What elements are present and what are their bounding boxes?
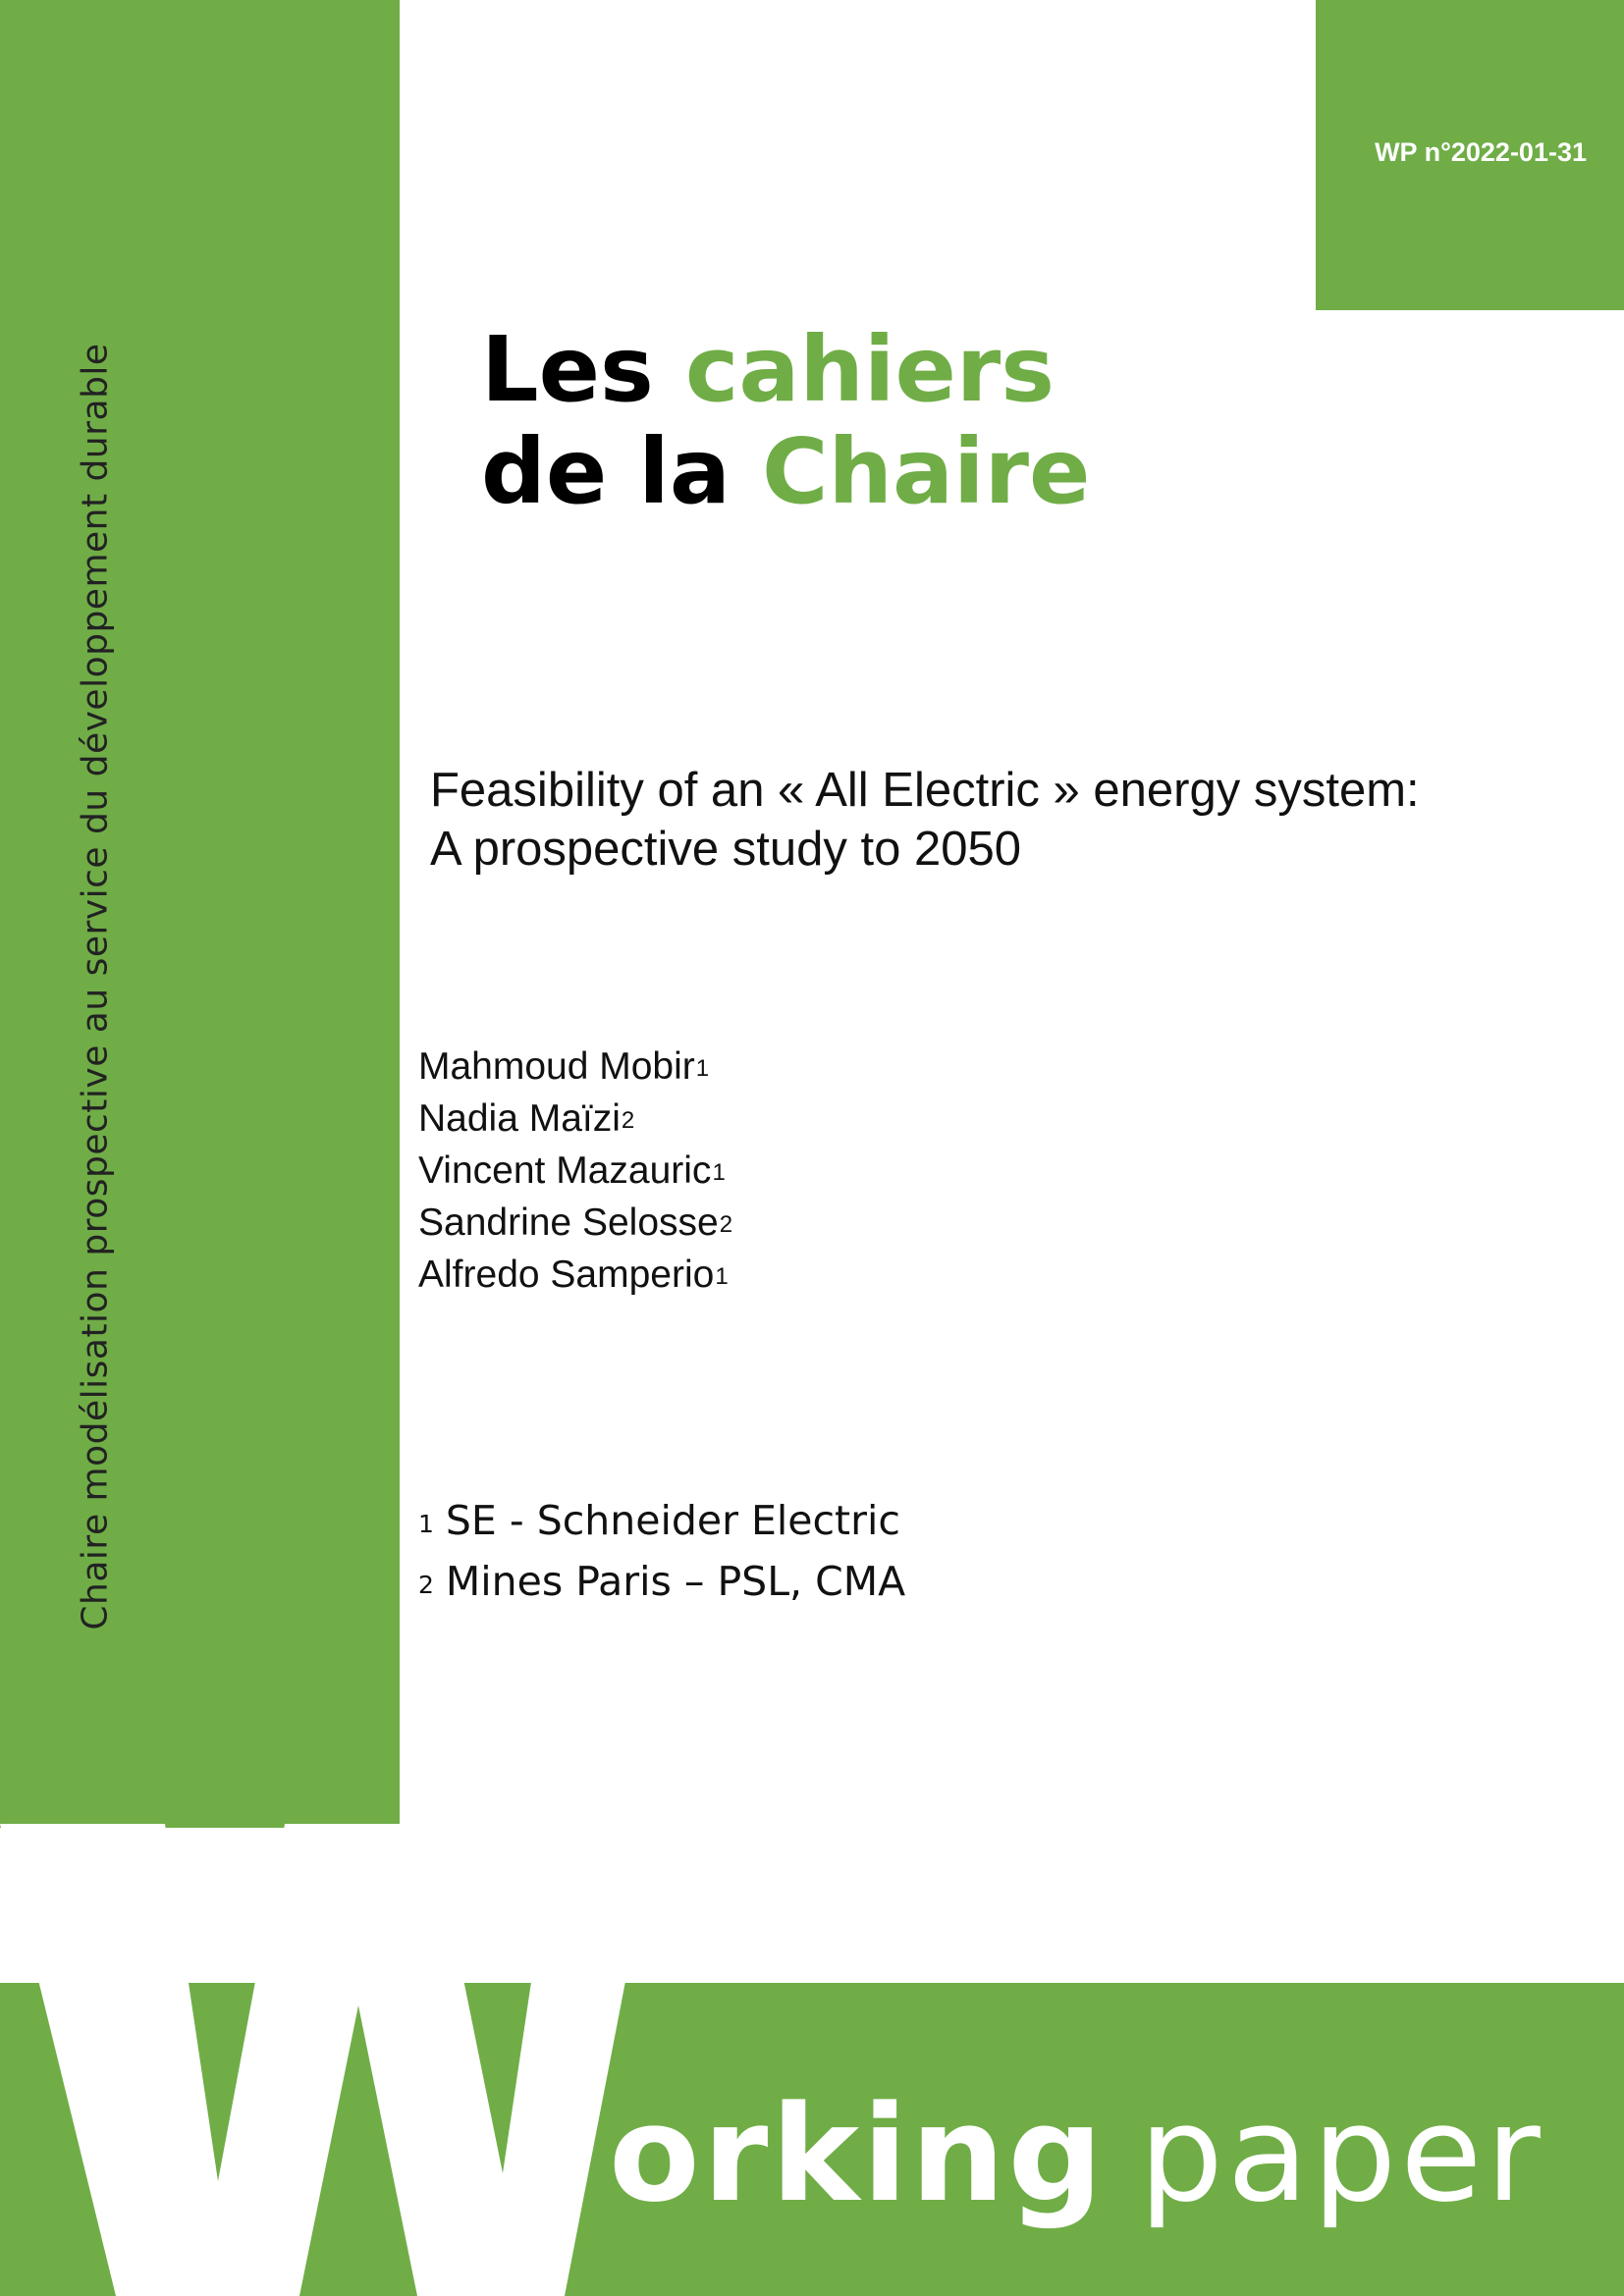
author-item: Alfredo Samperio$^1$ (418, 1254, 729, 1296)
big-w-shape (0, 1824, 656, 2296)
paper-title (430, 761, 1420, 879)
working-word: orking (609, 2077, 1107, 2231)
paper-word: paper (1139, 2077, 1544, 2231)
affiliation-item: $^2$ Mines Paris – PSL, CMA (418, 1558, 906, 1605)
chair-vertical-label: Chaire modélisation prospective au service du développement durable (75, 343, 116, 1630)
series-title (481, 319, 1090, 523)
wp-number: WP n°2022-01-31 (1375, 137, 1587, 167)
author-item: Nadia Maïzi$^2$ (418, 1097, 635, 1140)
author-list (418, 1041, 732, 1301)
left-green-band (0, 0, 400, 1828)
affiliation-item: $^1$ SE - Schneider Electric (418, 1497, 900, 1544)
working-paper-wordmark (609, 2077, 1544, 2231)
big-w-letter (0, 1824, 668, 2296)
author-item: Mahmoud Mobir$^1$ (418, 1045, 710, 1088)
series-title-line2: de la Chaire (481, 419, 1091, 524)
paper-title-line1: Feasibility of an « All Electric » energy system: (430, 764, 1420, 817)
wp-number-box (1316, 0, 1624, 310)
series-title-line1: Les cahiers (481, 317, 1055, 422)
author-item: Sandrine Selosse$^2$ (418, 1201, 733, 1244)
affiliation-list (418, 1490, 905, 1612)
paper-title-line2: A prospective study to 2050 (430, 823, 1021, 876)
author-item: Vincent Mazauric$^1$ (418, 1149, 726, 1192)
